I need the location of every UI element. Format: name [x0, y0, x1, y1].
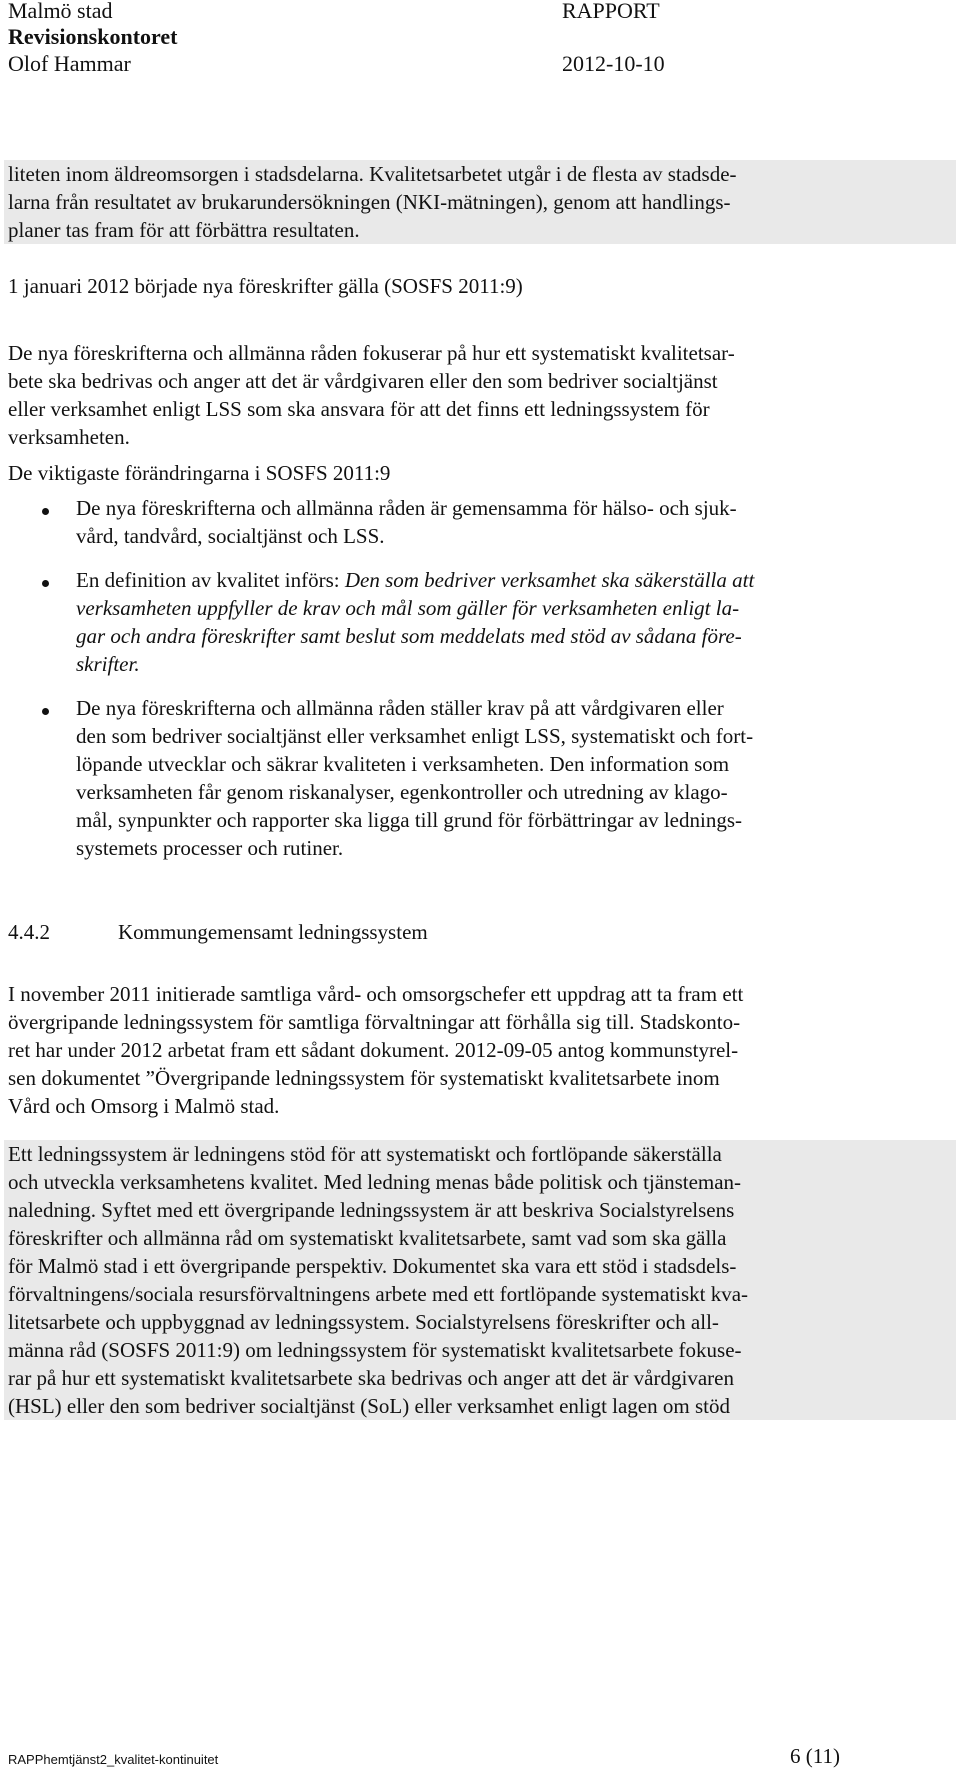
text-line: De nya föreskrifterna och allmänna råden är gemensamma för hälso- och sjuk-	[76, 496, 737, 520]
header-dept: Revisionskontoret	[8, 24, 178, 49]
changes-heading: De viktigaste förändringarna i SOSFS 2011:9	[8, 461, 391, 485]
text-line: verksamheten får genom riskanalyser, egenkontroller och utredning av klago-	[76, 780, 728, 804]
text-line: liteten inom äldreomsorgen i stadsdelarna. Kvalitetsarbetet utgår i de flesta av stadsde-	[8, 162, 737, 186]
bullet-item-3	[76, 694, 753, 862]
bullet-icon	[42, 708, 49, 715]
header-doc-type: RAPPORT	[562, 0, 660, 23]
text-line: bete ska bedrivas och anger att det är vårdgivaren eller den som bedriver socialtjänst	[8, 369, 718, 393]
text-line: De nya föreskrifterna och allmänna råden ställer krav på att vårdgivaren eller	[76, 696, 724, 720]
text-span: En definition av kvalitet införs:	[76, 568, 345, 592]
text-line: skrifter.	[76, 652, 140, 676]
text-line: De nya föreskrifterna och allmänna råden fokuserar på hur ett systematiskt kvalitetsar-	[8, 341, 735, 365]
text-line: förvaltningens/sociala resursförvaltningens arbete med ett fortlöpande systematiskt kva-	[8, 1282, 749, 1306]
bullet-icon	[42, 580, 49, 587]
text-line: och utveckla verksamhetens kvalitet. Med ledning menas både politisk och tjänsteman-	[8, 1170, 742, 1194]
text-line: mål, synpunkter och rapporter ska ligga till grund för förbättringar av lednings-	[76, 808, 742, 832]
section-title: Kommungemensamt ledningssystem	[118, 920, 428, 944]
header-org: Malmö stad	[8, 0, 113, 23]
footer-page-number: 6 (11)	[790, 1744, 840, 1768]
section-number: 4.4.2	[8, 920, 50, 944]
bullet-item-1	[76, 494, 737, 550]
management-system-paragraph	[4, 1140, 956, 1420]
text-line: naledning. Syftet med ett övergripande ledningssystem är att beskriva Socialstyrelsens	[8, 1198, 735, 1222]
text-line: för Malmö stad i ett övergripande perspektiv. Dokumentet ska vara ett stöd i stadsdels-	[8, 1254, 737, 1278]
header-author: Olof Hammar	[8, 51, 131, 76]
text-line: ret har under 2012 arbetat fram ett sådant dokument. 2012-09-05 antog kommunstyrel-	[8, 1038, 739, 1062]
text-line: sen dokumentet ”Övergripande ledningssystem för systematiskt kvalitetsarbete inom	[8, 1066, 720, 1090]
text-line: vård, tandvård, socialtjänst och LSS.	[76, 524, 385, 548]
text-line: eller verksamhet enligt LSS som ska ansvara för att det finns ett ledningssystem för	[8, 397, 710, 421]
text-line: männa råd (SOSFS 2011:9) om ledningssystem för systematiskt kvalitetsarbete fokuse-	[8, 1338, 742, 1362]
text-line: litetsarbete och uppbyggnad av ledningssystem. Socialstyrelsens föreskrifter och all-	[8, 1310, 719, 1334]
sosfs-heading: 1 januari 2012 började nya föreskrifter gälla (SOSFS 2011:9)	[8, 274, 523, 298]
text-line: verksamheten uppfyller de krav och mål som gäller för verksamheten enligt la-	[76, 596, 740, 620]
text-line: larna från resultatet av brukarundersökningen (NKI-mätningen), genom att handlings-	[8, 190, 731, 214]
text-line: Ett ledningssystem är ledningens stöd för att systematiskt och fortlöpande säkerställa	[8, 1142, 722, 1166]
text-line: rar på hur ett systematiskt kvalitetsarbete ska bedrivas och anger att det är vårdgivaren	[8, 1366, 734, 1390]
text-line: löpande utvecklar och säkrar kvaliteten i verksamheten. Den information som	[76, 752, 730, 776]
italic-definition: Den som bedriver verksamhet ska säkerställa att	[344, 568, 755, 592]
sosfs-paragraph	[8, 339, 735, 451]
text-line: den som bedriver socialtjänst eller verksamhet enligt LSS, systematiskt och fort-	[76, 724, 754, 748]
november-paragraph	[8, 980, 743, 1120]
text-line: Vård och Omsorg i Malmö stad.	[8, 1094, 280, 1118]
intro-paragraph	[4, 160, 956, 244]
header-date: 2012-10-10	[562, 51, 665, 76]
text-line: verksamheten.	[8, 425, 130, 449]
text-line: systemets processer och rutiner.	[76, 836, 344, 860]
bullet-item-2	[76, 566, 754, 678]
text-line: gar och andra föreskrifter samt beslut som meddelats med stöd av sådana före-	[76, 624, 742, 648]
text-line: (HSL) eller den som bedriver socialtjänst (SoL) eller verksamhet enligt lagen om stöd	[8, 1394, 730, 1418]
text-line: föreskrifter och allmänna råd om systematiskt kvalitetsarbete, samt vad som ska gälla	[8, 1226, 727, 1250]
bullet-icon	[42, 508, 49, 515]
text-line: planer tas fram för att förbättra resultaten.	[8, 218, 360, 242]
text-line: övergripande ledningssystem för samtliga förvaltningar att förhålla sig till. Stadskonto-	[8, 1010, 741, 1034]
footer-filename: RAPPhemtjänst2_kvalitet-kontinuitet	[8, 1752, 219, 1767]
text-line: I november 2011 initierade samtliga vård- och omsorgschefer ett uppdrag att ta fram ett	[8, 982, 744, 1006]
